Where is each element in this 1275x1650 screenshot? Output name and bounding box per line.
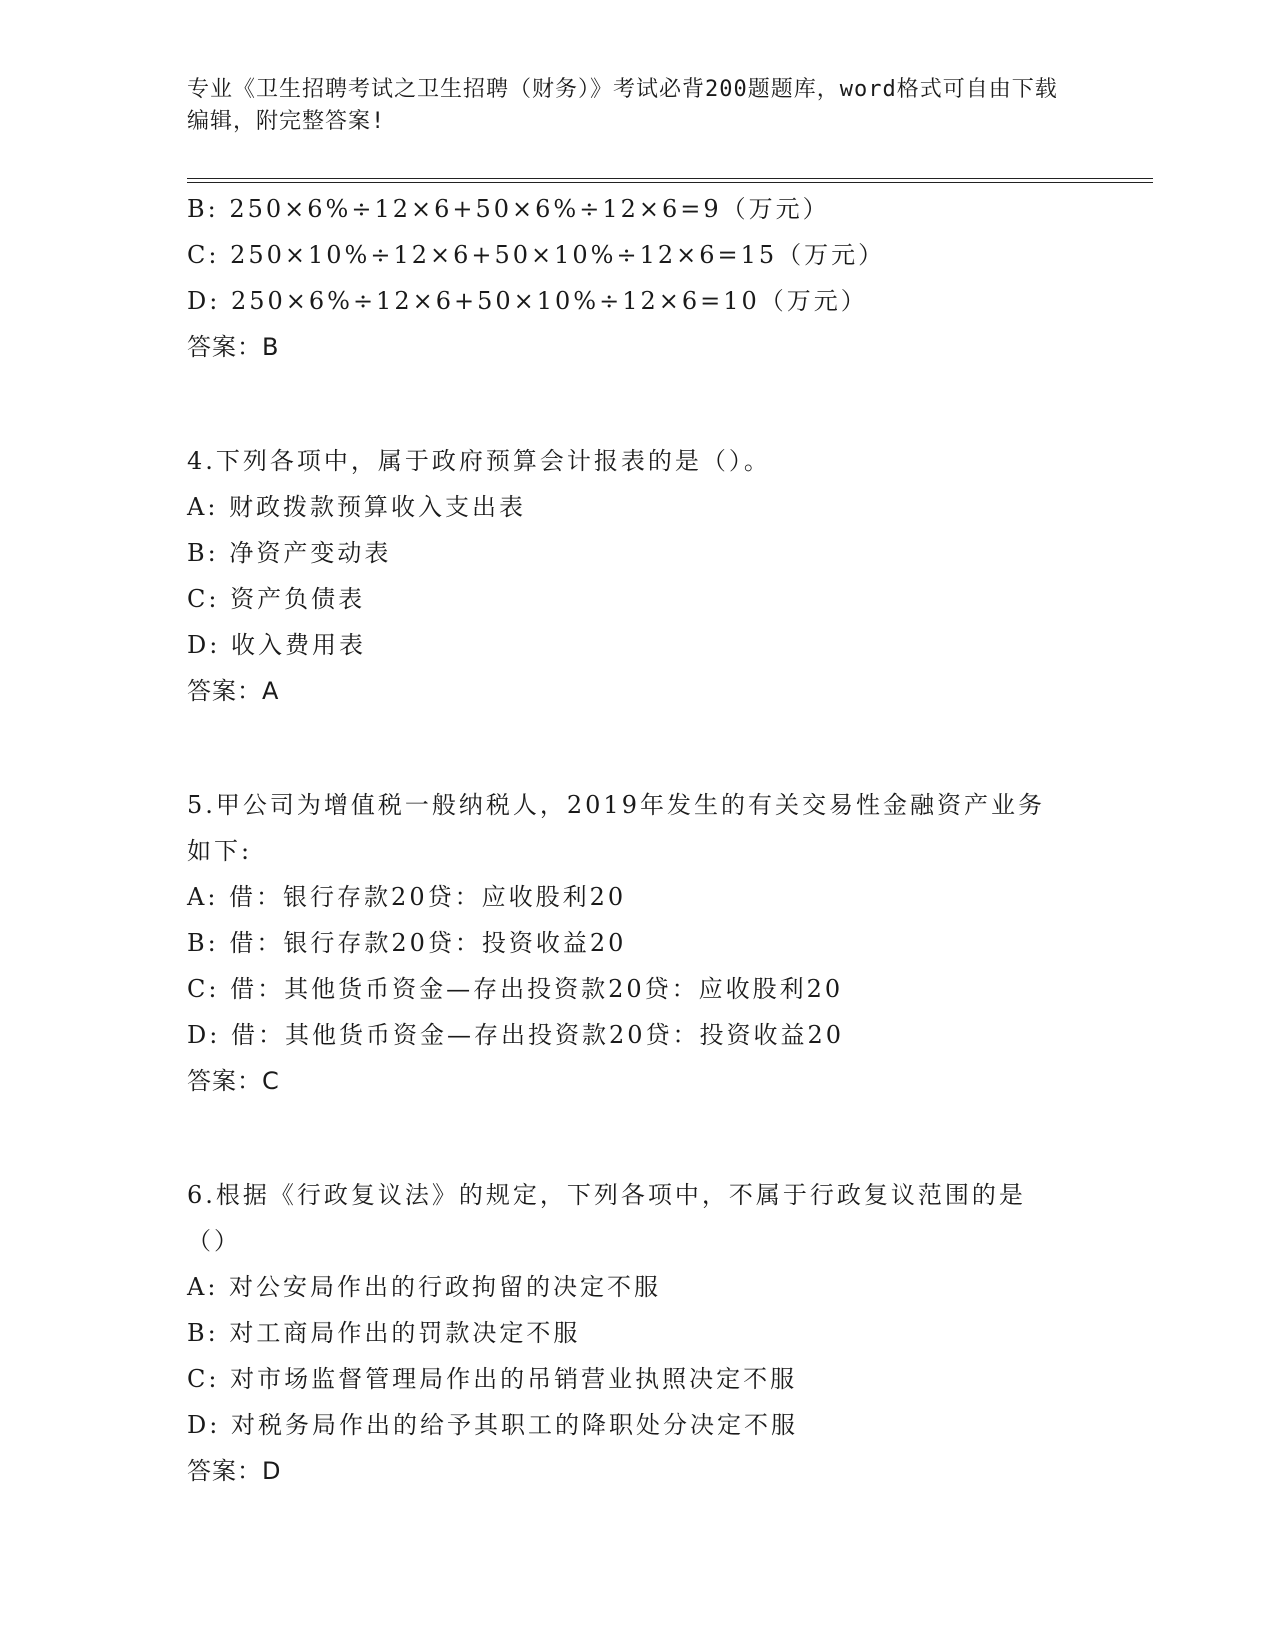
- option-line: D: 借：其他货币资金—存出投资款20贷：投资收益20: [187, 1021, 845, 1049]
- option-line: B: 250×6%÷12×6+50×6%÷12×6=9（万元）: [187, 195, 830, 223]
- option-line: B: 净资产变动表: [187, 539, 392, 567]
- header-rule-bottom: [187, 182, 1153, 183]
- option-line: C: 250×10%÷12×6+50×10%÷12×6=15（万元）: [187, 241, 886, 269]
- option-line: B: 对工商局作出的罚款决定不服: [187, 1319, 581, 1347]
- option-line: C: 对市场监督管理局作出的吊销营业执照决定不服: [187, 1365, 798, 1393]
- option-line: A: 借：银行存款20贷：应收股利20: [187, 883, 627, 911]
- answer-line: 答案：A: [187, 677, 280, 705]
- document-header: 专业《卫生招聘考试之卫生招聘（财务）》考试必背200题题库，word格式可自由下载编辑，附完整答案!: [187, 77, 1058, 134]
- option-line: B: 借：银行存款20贷：投资收益20: [187, 929, 627, 957]
- answer-line: 答案：C: [187, 1067, 280, 1095]
- option-line: D: 收入费用表: [187, 631, 366, 659]
- question-stem: 4.下列各项中，属于政府预算会计报表的是（）。: [187, 447, 771, 475]
- option-line: C: 资产负债表: [187, 585, 366, 613]
- question-block-5: [187, 782, 1087, 1104]
- answer-line: 答案：D: [187, 1457, 282, 1485]
- question-block-4: [187, 438, 1087, 714]
- question-block-3: [187, 186, 1087, 370]
- option-line: D: 250×6%÷12×6+50×10%÷12×6=10（万元）: [187, 287, 868, 315]
- question-stem: 6.根据《行政复议法》的规定，下列各项中，不属于行政复议范围的是（）: [187, 1181, 1026, 1255]
- option-line: C: 借：其他货币资金—存出投资款20贷：应收股利20: [187, 975, 844, 1003]
- question-block-6: [187, 1172, 1087, 1494]
- answer-line: 答案：B: [187, 333, 280, 361]
- option-line: A: 财政拨款预算收入支出表: [187, 493, 527, 521]
- question-list: [187, 186, 1087, 1494]
- option-line: A: 对公安局作出的行政拘留的决定不服: [187, 1273, 662, 1301]
- header-rule-top: [187, 178, 1153, 179]
- question-stem: 5.甲公司为增值税一般纳税人，2019年发生的有关交易性金融资产业务如下:: [187, 791, 1045, 865]
- option-line: D: 对税务局作出的给予其职工的降职处分决定不服: [187, 1411, 798, 1439]
